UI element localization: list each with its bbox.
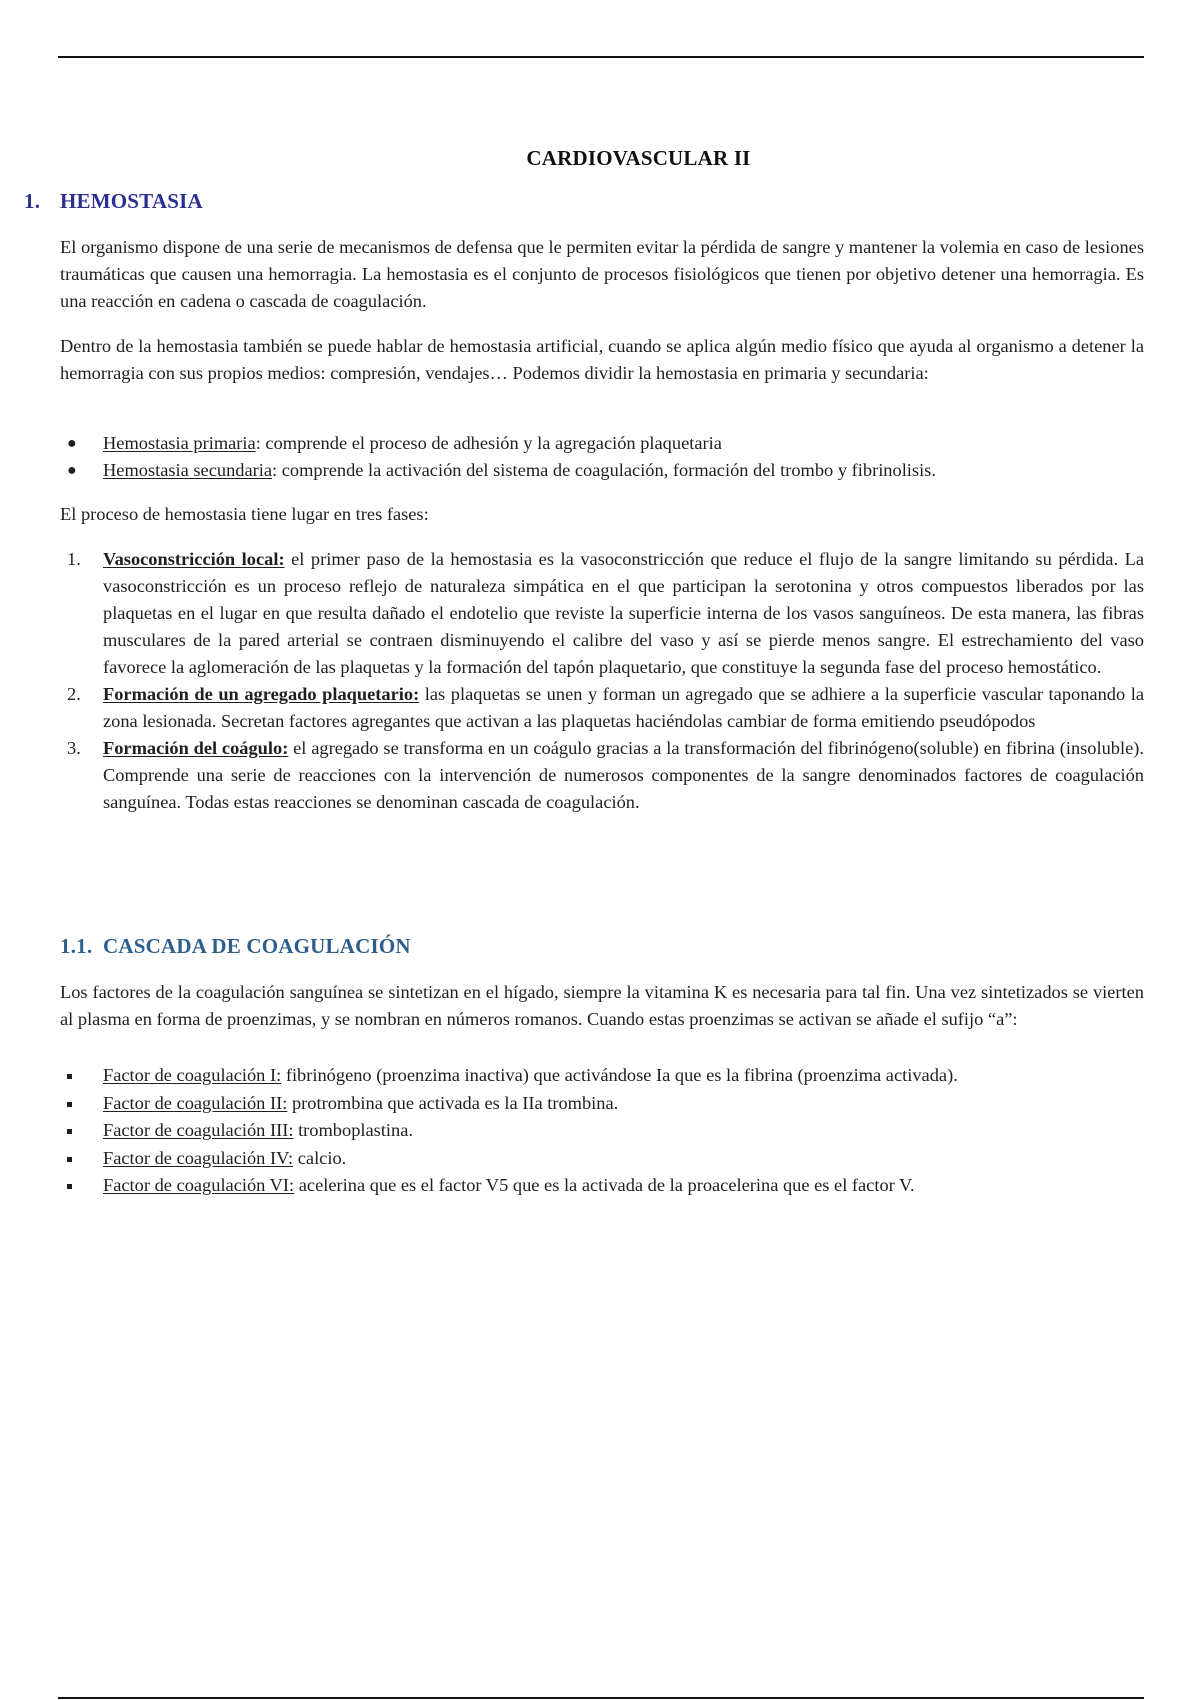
square-bullet-icon xyxy=(67,1129,72,1134)
factor-term: Factor de coagulación I: xyxy=(103,1065,282,1085)
subsection-heading-cascada xyxy=(60,934,411,959)
square-bullet-icon xyxy=(67,1074,72,1079)
list-number: 3. xyxy=(67,738,81,758)
square-bullet-icon xyxy=(67,1184,72,1189)
list-item xyxy=(60,546,1144,681)
list-number: 1. xyxy=(67,549,81,569)
factor-term: Factor de coagulación III: xyxy=(103,1120,294,1140)
factor-text: protrombina que activada es la IIa trombina. xyxy=(287,1092,619,1113)
page-title: CARDIOVASCULAR II xyxy=(526,146,751,170)
square-bullet-icon xyxy=(67,1102,72,1107)
list-item xyxy=(60,735,1144,816)
list-item xyxy=(60,1062,1150,1090)
subsection-title: CASCADA DE COAGULACIÓN xyxy=(103,934,411,958)
list-item-term: Hemostasia secundaria xyxy=(103,460,273,480)
list-item xyxy=(60,1090,1150,1118)
subsection-number: 1.1. xyxy=(60,934,93,958)
list-item-text: : comprende la activación del sistema de coagulación, formación del trombo y fibrinolisis. xyxy=(272,460,936,480)
phase-text: el primer paso de la hemostasia es la vasoconstricción que reduce el flujo de la sangre limitando su pérdida. La vasoconstricción es un proceso reflejo de naturaleza simpática en el que participan la serotonina y otros compuestos liberados por las plaquetas en el lugar en que resulta dañado el endotelio que reviste la superficie interna de los vasos sanguíneos. De esta manera, las fibras musculares de la pared arterial se contraen disminuyendo el calibre del vaso y así se pierde menos sangre. El estrechamiento del vaso favorece la aglomeración de las plaquetas y la formación del tapón plaquetario, que constituye la segunda fase del proceso hemostático. xyxy=(103,549,1144,677)
square-bullet-icon xyxy=(67,1157,72,1162)
section-title: HEMOSTASIA xyxy=(60,189,203,213)
bullet-icon: ● xyxy=(67,435,77,452)
list-item xyxy=(60,457,1150,484)
phase-text: el agregado se transforma en un coágulo gracias a la transformación del fibrinógeno(soluble) en fibrina (insoluble). Comprende una serie de reacciones con la intervención de numerosos componentes de la sangre denominados factores de coagulación sanguínea. Todas estas reacciones se denominan cascada de coagulación. xyxy=(103,738,1144,812)
footer-rule xyxy=(58,1697,1144,1699)
factor-text: fibrinógeno (proenzima inactiva) que activándose Ia que es la fibrina (proenzima activada). xyxy=(281,1065,958,1085)
header-rule xyxy=(58,56,1144,58)
list-item xyxy=(60,430,1150,457)
list-item xyxy=(60,1145,1150,1173)
section-number: 1. xyxy=(24,189,41,213)
paragraph-coagulation-factors: Los factores de la coagulación sanguínea se sintetizan en el hígado, siempre la vitamina K es necesaria para tal fin. Una vez sintetizados se vierten al plasma en forma de proenzimas, y se nombran en números romanos. Cuando estas proenzimas se activan se añade el sufijo “a”: xyxy=(60,982,1144,1029)
factor-text: tromboplastina. xyxy=(293,1120,413,1140)
phases-list xyxy=(60,546,1144,816)
phase-term: Formación del coágulo: xyxy=(103,738,289,758)
coagulation-factors-list xyxy=(60,1062,1150,1200)
phase-text: las plaquetas se unen y forman un agregado que se adhiere a la superficie vascular taponando la zona lesionada. Secretan factores agregantes que activan a las plaquetas haciéndolas cambiar de forma emitiendo pseudópodos xyxy=(103,684,1144,731)
hemostasis-types-list xyxy=(60,430,1150,484)
list-item xyxy=(60,1172,1150,1200)
section-heading-hemostasia xyxy=(24,189,203,214)
phase-term: Vasoconstricción local: xyxy=(103,549,285,569)
factor-term: Factor de coagulación IV: xyxy=(103,1147,294,1168)
paragraph-artificial-hemostasis: Dentro de la hemostasia también se puede hablar de hemostasia artificial, cuando se aplica algún medio físico que ayuda al organismo a detener la hemorragia con sus propios medios: compresión, vendajes… Podemos dividir la hemostasia en primaria y secundaria: xyxy=(60,336,1144,383)
paragraph-intro: El organismo dispone de una serie de mecanismos de defensa que le permiten evitar la pérdida de sangre y mantener la volemia en caso de lesiones traumáticas que causen una hemorragia. La hemostasia es el conjunto de procesos fisiológicos que tienen por objetivo detener una hemorragia. Es una reacción en cadena o cascada de coagulación. xyxy=(60,237,1144,311)
factor-term: Factor de coagulación II: xyxy=(103,1092,288,1113)
list-item xyxy=(60,681,1144,735)
list-item xyxy=(60,1117,1150,1145)
factor-text: calcio. xyxy=(293,1147,347,1168)
phases-intro: El proceso de hemostasia tiene lugar en tres fases: xyxy=(60,504,429,524)
factor-text: acelerina que es el factor V5 que es la activada de la proacelerina que es el factor V. xyxy=(294,1175,915,1195)
phase-term: Formación de un agregado plaquetario: xyxy=(103,684,420,704)
list-item-text: : comprende el proceso de adhesión y la agregación plaquetaria xyxy=(255,433,722,453)
list-number: 2. xyxy=(67,684,81,704)
factor-term: Factor de coagulación VI: xyxy=(103,1175,295,1195)
list-item-term: Hemostasia primaria xyxy=(103,433,256,453)
bullet-icon: ● xyxy=(67,462,77,479)
